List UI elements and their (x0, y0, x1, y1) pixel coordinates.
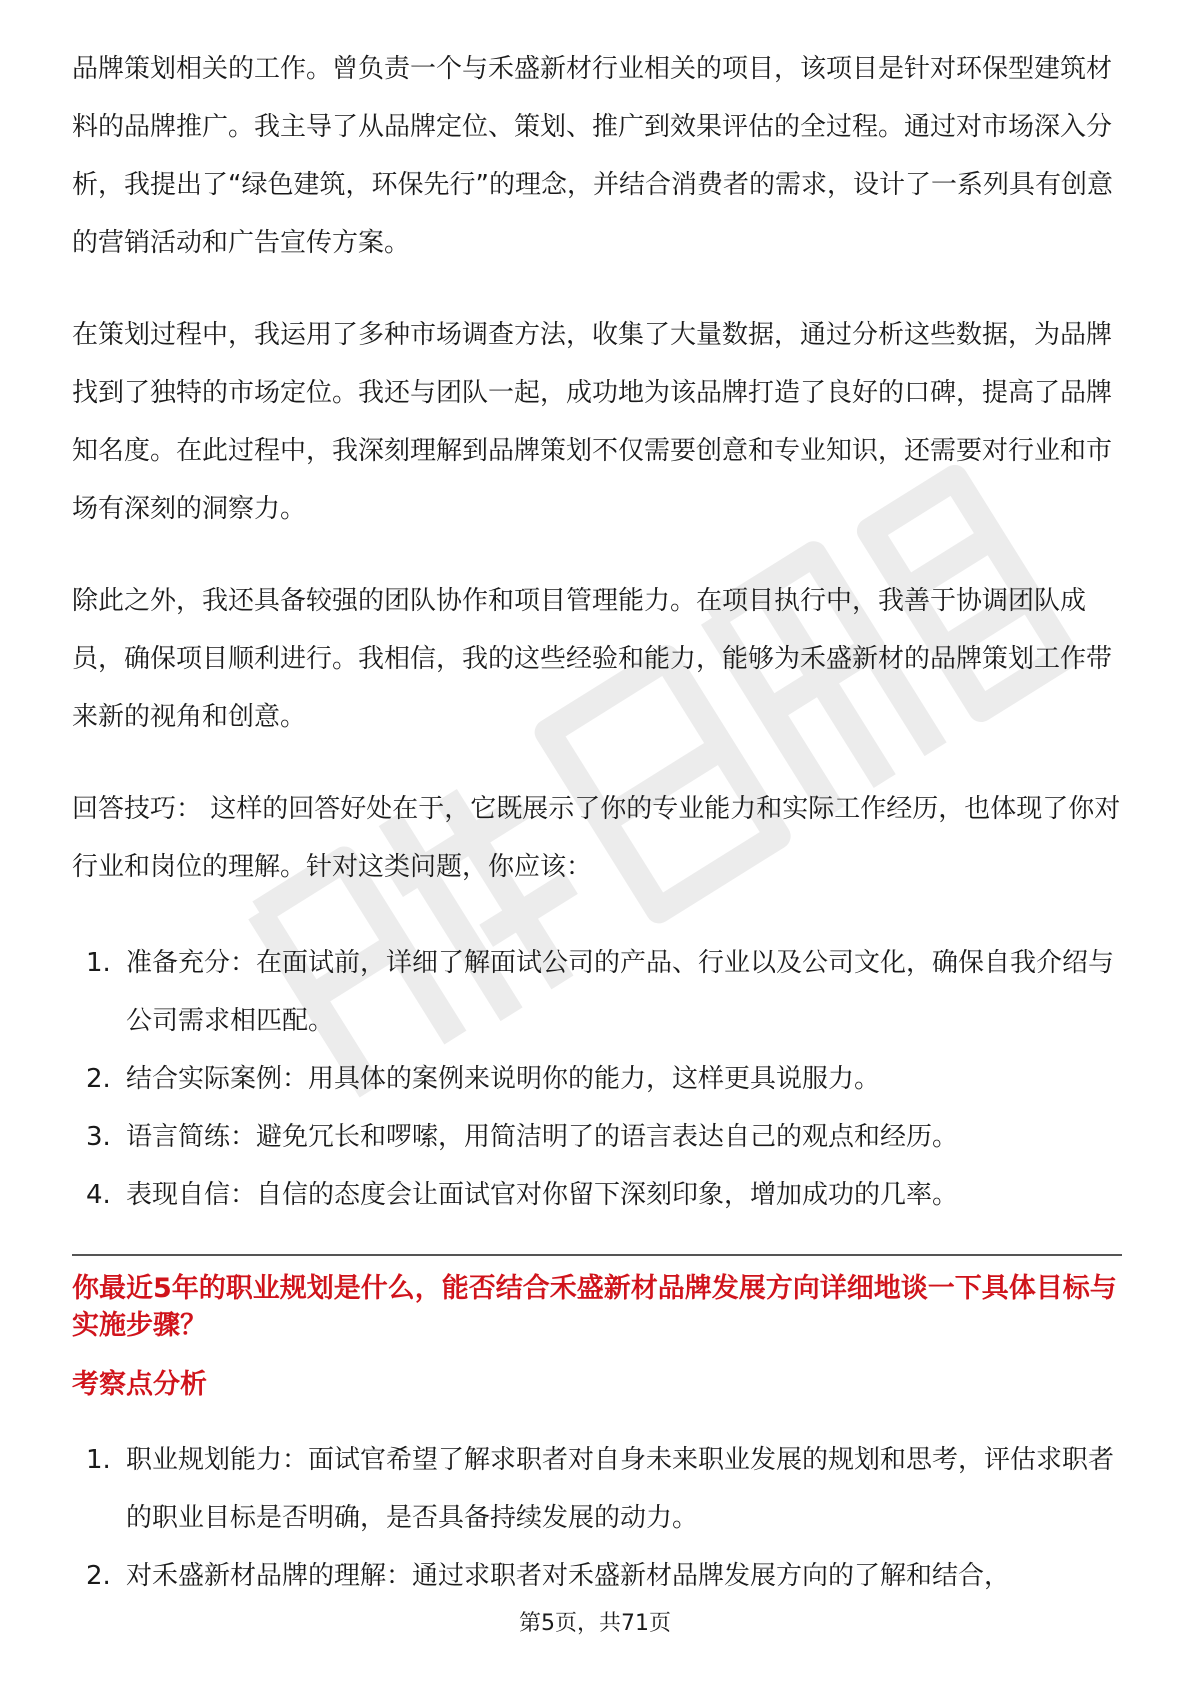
list-number: 1. (86, 1445, 111, 1475)
list-item-text: 准备充分：在面试前，详细了解面试公司的产品、行业以及公司文化，确保自我介绍与公司需求相匹配。 (126, 948, 1115, 1036)
page-footer: 第5页，共71页 (519, 1611, 671, 1636)
page-content (72, 40, 1122, 1605)
list-item-text: 表现自信：自信的态度会让面试官对你留下深刻印象，增加成功的几率。 (126, 1180, 959, 1210)
list-item (72, 934, 1122, 1050)
analysis-list (72, 1431, 1122, 1605)
interview-question: 你最近5年的职业规划是什么，能否结合禾盛新材品牌发展方向详细地谈一下具体目标与实施步骤？ (72, 1273, 1117, 1341)
list-item (72, 1431, 1122, 1547)
list-number: 1. (86, 948, 111, 978)
answer-tips-intro: 回答技巧： 这样的回答好处在于，它既展示了你的专业能力和实际工作经历，也体现了你对行业和岗位的理解。针对这类问题，你应该： (72, 794, 1121, 882)
list-item-text: 结合实际案例：用具体的案例来说明你的能力，这样更具说服力。 (126, 1064, 881, 1094)
list-item (72, 1166, 1122, 1224)
list-item-text: 对禾盛新材品牌的理解：通过求职者对禾盛新材品牌发展方向的了解和结合， (126, 1561, 1011, 1591)
list-number: 3. (86, 1122, 111, 1152)
tips-list (72, 934, 1122, 1224)
analysis-heading: 考察点分析 (72, 1369, 207, 1400)
list-number: 2. (86, 1561, 111, 1591)
list-number: 2. (86, 1064, 111, 1094)
list-number: 4. (86, 1180, 111, 1210)
body-paragraph: 品牌策划相关的工作。曾负责一个与禾盛新材行业相关的项目，该项目是针对环保型建筑材料的品牌推广。我主导了从品牌定位、策划、推广到效果评估的全过程。通过对市场深入分析，我提出了“绿色建筑，环保先行”的理念，并结合消费者的需求，设计了一系列具有创意的营销活动和广告宣传方案。 (72, 54, 1113, 258)
list-item-text: 语言简练：避免冗长和啰嗦，用简洁明了的语言表达自己的观点和经历。 (126, 1122, 959, 1152)
list-item-text: 职业规划能力：面试官希望了解求职者对自身未来职业发展的规划和思考，评估求职者的职业目标是否明确，是否具备持续发展的动力。 (126, 1445, 1115, 1533)
body-paragraph: 在策划过程中，我运用了多种市场调查方法，收集了大量数据，通过分析这些数据，为品牌找到了独特的市场定位。我还与团队一起，成功地为该品牌打造了良好的口碑，提高了品牌知名度。在此过程中，我深刻理解到品牌策划不仅需要创意和专业知识，还需要对行业和市场有深刻的洞察力。 (72, 320, 1113, 524)
body-paragraph: 除此之外，我还具备较强的团队协作和项目管理能力。在项目执行中，我善于协调团队成员，确保项目顺利进行。我相信，我的这些经验和能力，能够为禾盛新材的品牌策划工作带来新的视角和创意。 (72, 586, 1113, 732)
list-item (72, 1547, 1122, 1605)
list-item (72, 1108, 1122, 1166)
section-divider (72, 1254, 1122, 1256)
list-item (72, 1050, 1122, 1108)
